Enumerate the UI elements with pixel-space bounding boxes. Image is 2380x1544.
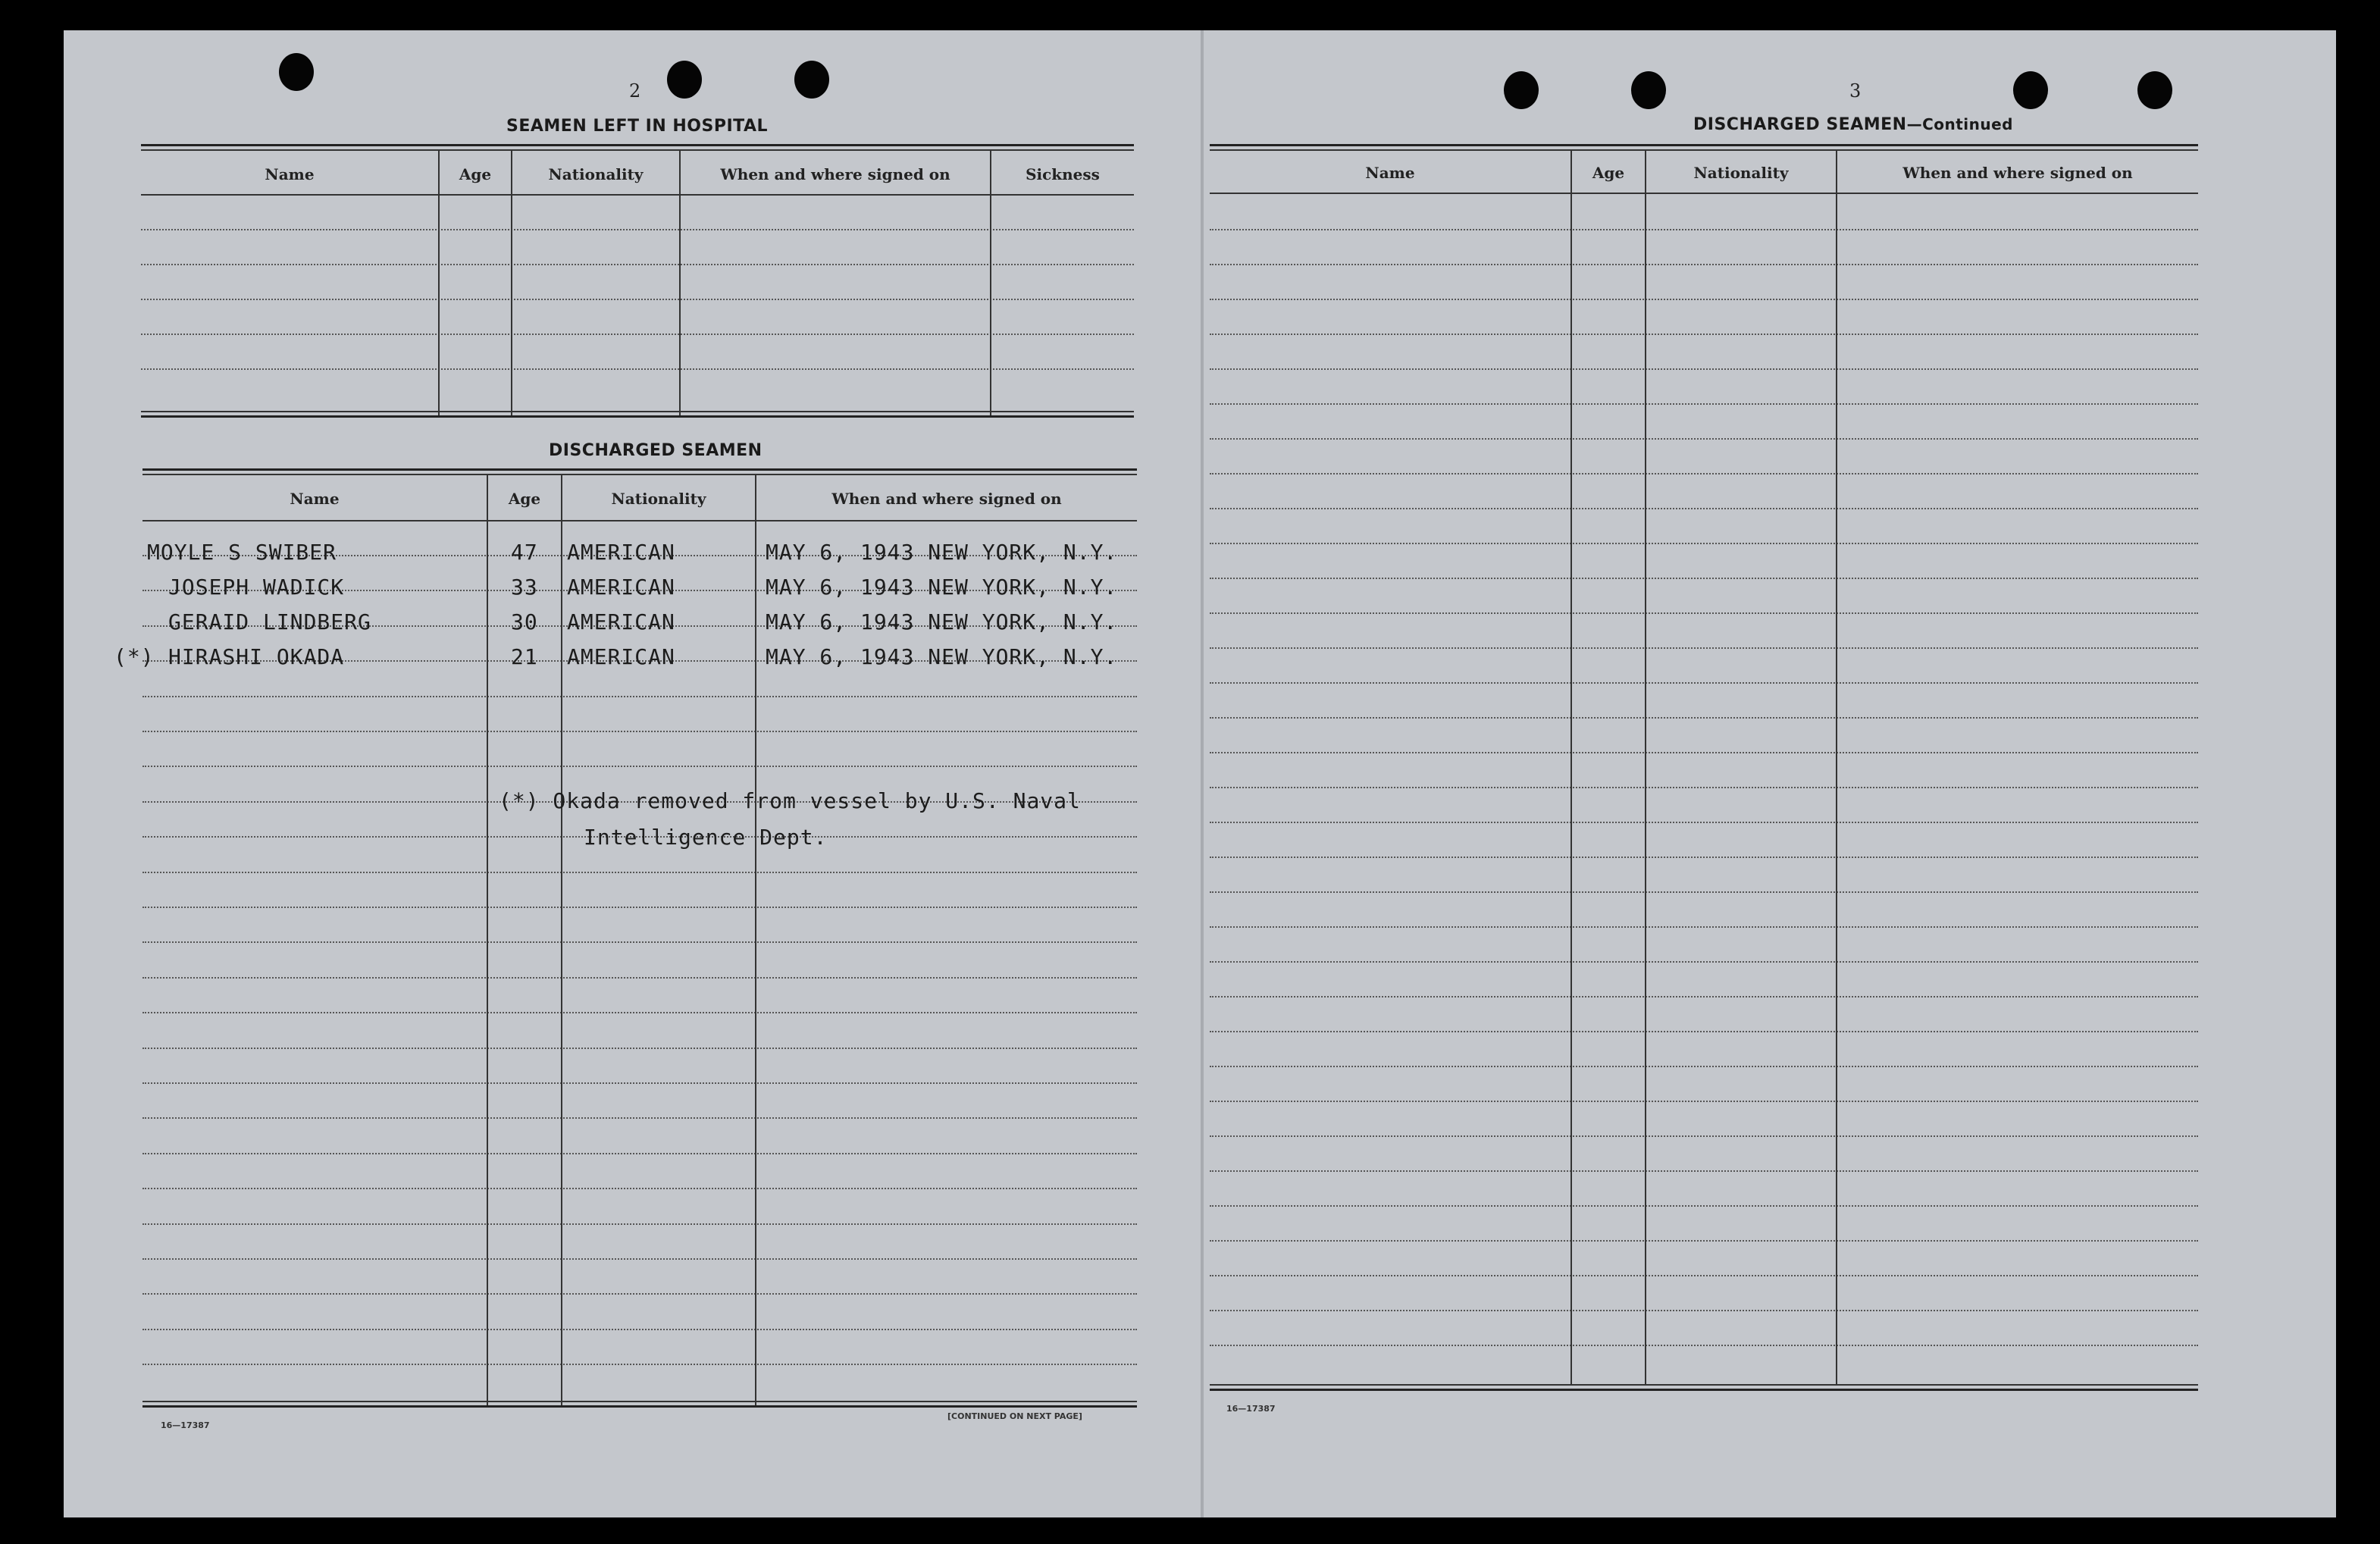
column-divider	[1836, 150, 1837, 1386]
column-header-nationality: Nationality	[611, 490, 706, 508]
seaman-nationality: AMERICAN	[567, 644, 675, 669]
seaman-name: JOSEPH WADICK	[168, 575, 345, 600]
table-rule	[1210, 193, 2198, 194]
row-line	[142, 1329, 1137, 1330]
seaman-name: MOYLE S SWIBER	[147, 540, 337, 565]
table-rule	[142, 520, 1137, 521]
form-number: 16—17387	[1226, 1404, 1276, 1414]
column-header-name: Name	[265, 165, 315, 183]
table-rule	[1210, 1384, 2198, 1386]
table-rule	[142, 468, 1137, 471]
seaman-name: GERAID LINDBERG	[168, 609, 371, 634]
seaman-signed-on: MAY 6, 1943 NEW YORK, N.Y.	[766, 575, 1118, 600]
row-line	[142, 766, 1137, 767]
row-line	[142, 1117, 1137, 1119]
seaman-age: 21	[511, 644, 538, 669]
hospital-section-title: SEAMEN LEFT IN HOSPITAL	[506, 117, 769, 136]
row-line	[1210, 717, 2198, 719]
row-line	[1210, 1345, 2198, 1346]
table-rule	[142, 1401, 1137, 1402]
row-line	[1210, 334, 2198, 335]
table-rule	[141, 334, 1134, 335]
row-line	[1210, 1310, 2198, 1311]
table-rule	[142, 1405, 1137, 1408]
row-line	[142, 1188, 1137, 1189]
column-header-age: Age	[508, 490, 541, 508]
row-line	[142, 1364, 1137, 1365]
row-line	[1210, 543, 2198, 544]
seaman-nationality: AMERICAN	[567, 609, 675, 634]
table-rule	[141, 194, 1134, 196]
row-line	[1210, 473, 2198, 474]
row-line	[1210, 857, 2198, 858]
row-line	[142, 941, 1137, 943]
table-rule	[141, 229, 1134, 230]
row-line	[1210, 682, 2198, 684]
footnote-line-1: (*) Okada removed from vessel by U.S. Naval	[499, 788, 1081, 813]
row-line	[142, 1223, 1137, 1225]
row-line	[142, 1082, 1137, 1084]
footnote-mark: (*)	[114, 644, 155, 669]
row-line	[1210, 229, 2198, 230]
row-line	[1210, 264, 2198, 265]
row-line	[1210, 612, 2198, 614]
column-header-signed-on: When and where signed on	[831, 490, 1062, 508]
column-divider	[1570, 150, 1572, 1386]
row-line	[1210, 368, 2198, 370]
row-line	[142, 1153, 1137, 1154]
row-line	[1210, 1275, 2198, 1276]
table-rule	[1210, 149, 2198, 151]
row-line	[1210, 403, 2198, 405]
row-line	[1210, 438, 2198, 440]
seaman-signed-on: MAY 6, 1943 NEW YORK, N.Y.	[766, 609, 1118, 634]
row-line	[1210, 1240, 2198, 1242]
row-line	[1210, 1135, 2198, 1137]
page-number: 3	[1849, 80, 1862, 102]
row-line	[142, 872, 1137, 873]
row-line	[1210, 1170, 2198, 1172]
form-number: 16—17387	[161, 1420, 210, 1430]
right-page	[1204, 30, 2336, 1517]
row-line	[1210, 926, 2198, 928]
row-line	[142, 1048, 1137, 1049]
footnote-line-2: Intelligence Dept.	[584, 825, 828, 850]
row-line	[142, 1293, 1137, 1295]
table-rule	[141, 299, 1134, 300]
row-line	[142, 1012, 1137, 1013]
column-divider	[990, 150, 991, 415]
row-line	[1210, 891, 2198, 893]
seaman-name: HIRASHI OKADA	[168, 644, 345, 669]
table-rule	[141, 415, 1134, 418]
seaman-age: 47	[511, 540, 538, 565]
row-line	[1210, 822, 2198, 823]
seaman-signed-on: MAY 6, 1943 NEW YORK, N.Y.	[766, 540, 1118, 565]
column-header-signed-on: When and where signed on	[1902, 164, 2133, 182]
row-line	[142, 731, 1137, 732]
column-divider	[561, 474, 562, 1405]
row-line	[1210, 996, 2198, 997]
column-header-name: Name	[290, 490, 340, 508]
column-header-sickness: Sickness	[1026, 165, 1100, 183]
column-divider	[487, 474, 488, 1405]
row-line	[142, 907, 1137, 908]
continued-note: [CONTINUED ON NEXT PAGE]	[947, 1411, 1082, 1421]
table-rule	[141, 149, 1134, 151]
column-divider	[755, 474, 756, 1405]
table-rule	[141, 144, 1134, 146]
row-line	[1210, 578, 2198, 579]
table-rule	[141, 368, 1134, 370]
seaman-age: 30	[511, 609, 538, 634]
table-rule	[141, 411, 1134, 412]
seaman-age: 33	[511, 575, 538, 600]
column-header-age: Age	[459, 165, 492, 183]
title-text: DISCHARGED SEAMEN	[1693, 115, 1907, 134]
row-line	[1210, 508, 2198, 509]
row-line	[142, 977, 1137, 979]
column-header-name: Name	[1365, 164, 1415, 182]
row-line	[1210, 787, 2198, 788]
left-page	[64, 30, 1201, 1517]
row-line	[1210, 647, 2198, 649]
row-line	[142, 696, 1137, 697]
row-line	[1210, 1066, 2198, 1067]
column-header-nationality: Nationality	[548, 165, 644, 183]
row-line	[1210, 1205, 2198, 1207]
table-rule	[1210, 1389, 2198, 1391]
seaman-nationality: AMERICAN	[567, 540, 675, 565]
seaman-signed-on: MAY 6, 1943 NEW YORK, N.Y.	[766, 644, 1118, 669]
discharged-continued-title	[1693, 115, 2013, 134]
row-line	[142, 1258, 1137, 1260]
row-line	[1210, 1101, 2198, 1102]
seaman-nationality: AMERICAN	[567, 575, 675, 600]
table-rule	[1210, 144, 2198, 146]
column-divider	[1645, 150, 1646, 1386]
document-sheet	[64, 30, 2336, 1517]
row-line	[1210, 299, 2198, 300]
column-divider	[679, 150, 681, 415]
column-divider	[438, 150, 440, 415]
discharged-section-title: DISCHARGED SEAMEN	[549, 441, 763, 460]
title-suffix: —Continued	[1906, 115, 2013, 133]
row-line	[1210, 961, 2198, 963]
column-divider	[511, 150, 512, 415]
column-header-nationality: Nationality	[1693, 164, 1789, 182]
column-header-age: Age	[1592, 164, 1625, 182]
row-line	[1210, 1031, 2198, 1032]
row-line	[1210, 752, 2198, 753]
table-rule	[142, 474, 1137, 475]
table-rule	[141, 264, 1134, 265]
column-header-signed-on: When and where signed on	[720, 165, 950, 183]
page-number: 2	[629, 80, 641, 102]
